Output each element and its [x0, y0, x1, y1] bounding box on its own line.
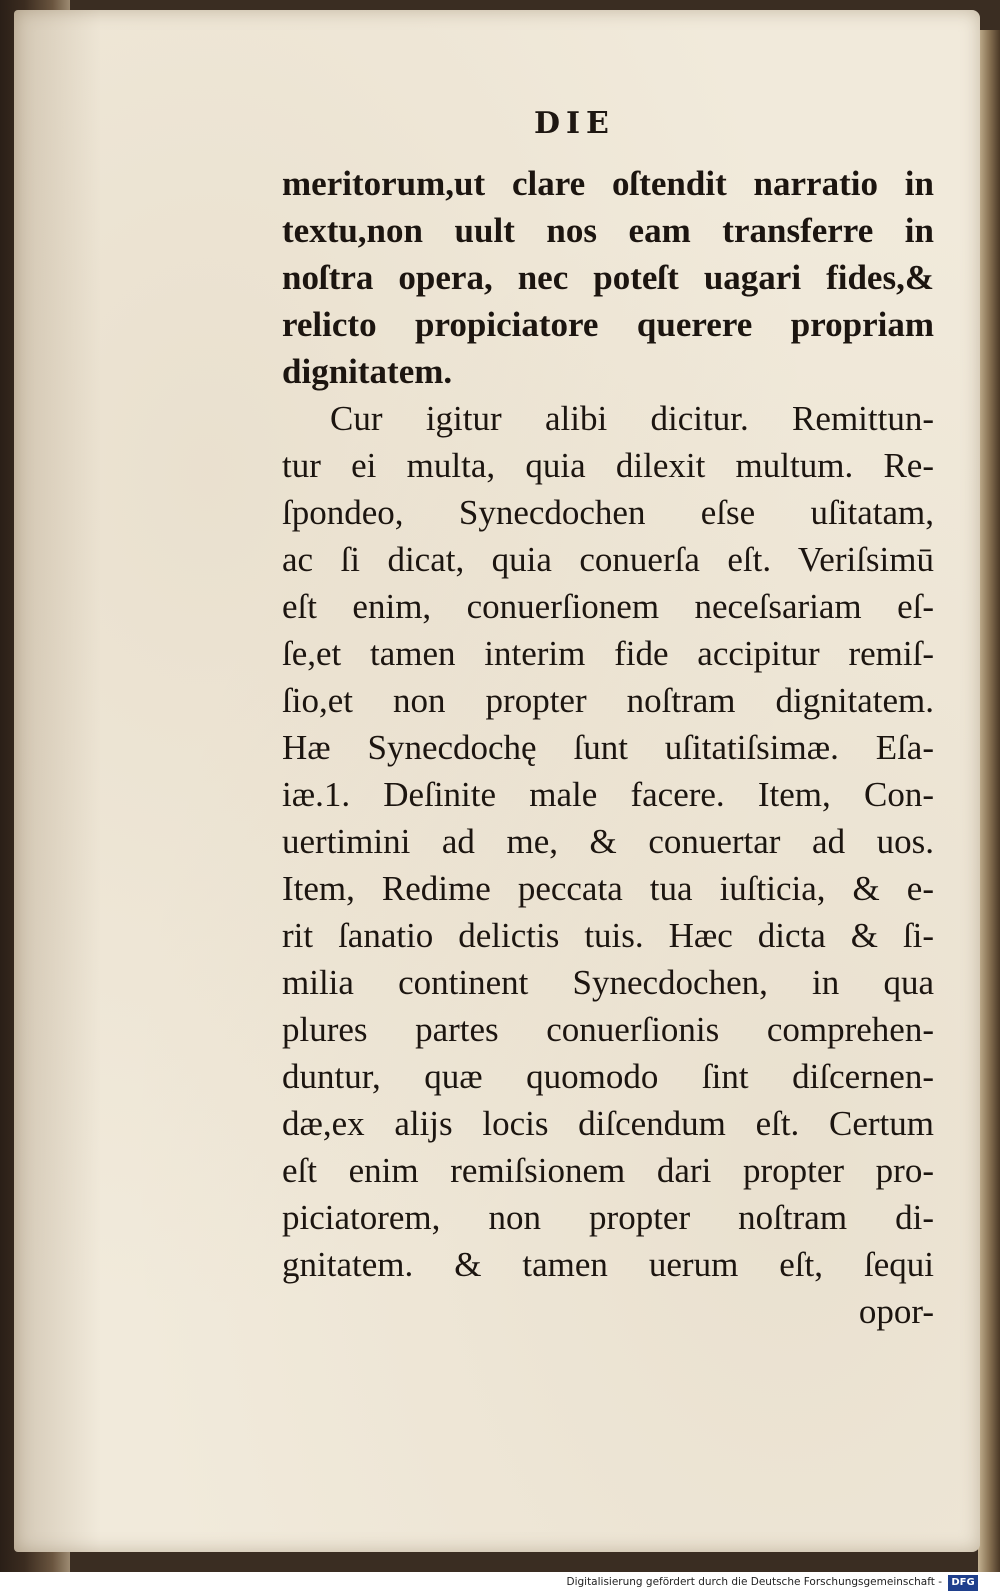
text-line: ſe,et tamen interim fide accipitur remiſ- — [282, 634, 934, 673]
text-line: Item, Redime peccata tua iuſticia, & e- — [282, 869, 934, 908]
text-line: uertimini ad me, & conuertar ad uos. — [282, 822, 934, 861]
book-page — [14, 10, 980, 1552]
text-line: ſio,et non propter noſtram dignitatem. — [282, 681, 934, 720]
text-line: dignitatem. — [282, 352, 453, 391]
text-line: duntur, quæ quomodo ſint diſcernen- — [282, 1057, 934, 1096]
text-line: eſt enim remiſsionem dari propter pro- — [282, 1151, 934, 1190]
text-line: Hæ Synecdochę ſunt uſitatiſsimæ. Eſa- — [282, 728, 934, 767]
page-header: DIE — [534, 106, 615, 141]
footer-credit: Digitalisierung gefördert durch die Deutsche Forschungsgemeinschaft - — [566, 1576, 942, 1588]
text-line: tur ei multa, quia dilexit multum. Re- — [282, 446, 934, 485]
text-line: ac ſi dicat, quia conuerſa eſt. Veriſsimū — [282, 540, 934, 579]
text-line: rit ſanatio delictis tuis. Hæc dicta & ſi- — [282, 916, 934, 955]
text-line: plures partes conuerſionis comprehen- — [282, 1010, 934, 1049]
text-line: meritorum,ut clare oſtendit narratio in — [282, 164, 934, 203]
text-line: ſpondeo, Synecdochen eſse uſitatam, — [282, 493, 934, 532]
text-line: Cur igitur alibi dicitur. Remittun- — [330, 399, 934, 438]
text-line: dæ,ex alijs locis diſcendum eſt. Certum — [282, 1104, 934, 1143]
text-line: textu,non uult nos eam transferre in — [282, 211, 934, 250]
dfg-logo: DFG — [948, 1575, 978, 1591]
body-text — [282, 160, 934, 1335]
text-line: gnitatem. & tamen uerum eſt, ſequi — [282, 1245, 934, 1284]
footer-bar — [0, 1572, 1000, 1596]
catchword: opor- — [858, 1292, 934, 1331]
text-line: iæ.1. Deſinite male facere. Item, Con- — [282, 775, 934, 814]
text-line: relicto propiciatore querere propriam — [282, 305, 934, 344]
text-line: eſt enim, conuerſionem neceſsariam eſ- — [282, 587, 934, 626]
book-edge-right — [978, 30, 1000, 1572]
text-line: noſtra opera, nec poteſt uagari fides,& — [282, 258, 934, 297]
text-line: milia continent Synecdochen, in qua — [282, 963, 934, 1002]
text-line: piciatorem, non propter noſtram di- — [282, 1198, 934, 1237]
